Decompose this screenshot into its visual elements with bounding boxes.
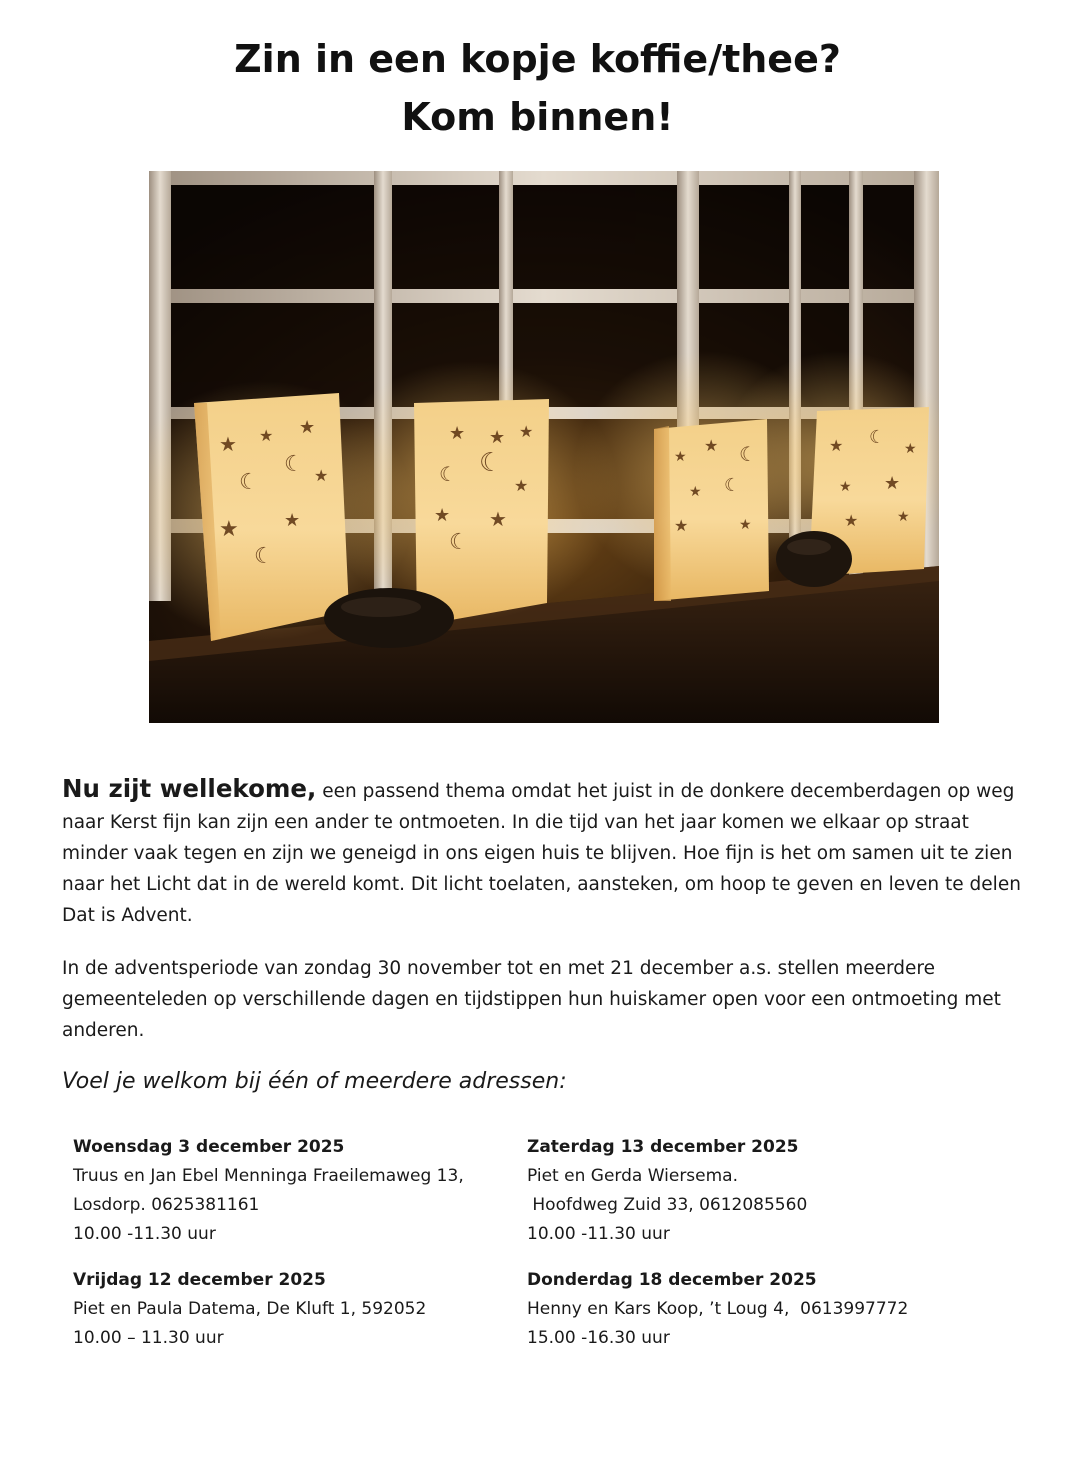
intro-lead: Nu zijt wellekome, bbox=[62, 774, 317, 803]
svg-text:★: ★ bbox=[489, 427, 506, 448]
event-time: 10.00 -11.30 uur bbox=[73, 1224, 216, 1244]
event-date: Zaterdag 13 december 2025 bbox=[527, 1137, 799, 1157]
title-line-2: Kom binnen! bbox=[401, 95, 674, 139]
svg-text:★: ★ bbox=[884, 473, 901, 494]
svg-text:★: ★ bbox=[704, 436, 719, 455]
lantern-photo bbox=[149, 171, 939, 723]
svg-text:★: ★ bbox=[259, 426, 274, 445]
svg-text:☾: ☾ bbox=[869, 427, 886, 448]
event-host: Truus en Jan Ebel Menninga Fraeilemaweg 13, bbox=[73, 1166, 464, 1186]
stone-1 bbox=[324, 588, 454, 648]
svg-text:★: ★ bbox=[739, 517, 752, 533]
svg-text:☾: ☾ bbox=[239, 470, 259, 495]
event-time: 15.00 -16.30 uur bbox=[527, 1328, 670, 1348]
event-host: Henny en Kars Koop, ’t Loug 4, 0613997772 bbox=[527, 1299, 909, 1319]
svg-text:★: ★ bbox=[844, 511, 859, 530]
svg-text:★: ★ bbox=[489, 507, 507, 531]
svg-text:★: ★ bbox=[689, 484, 702, 500]
svg-text:☾: ☾ bbox=[439, 462, 457, 486]
event-card bbox=[527, 1133, 957, 1249]
svg-text:★: ★ bbox=[299, 417, 316, 438]
event-date: Donderdag 18 december 2025 bbox=[527, 1270, 817, 1290]
page-title bbox=[0, 30, 1075, 146]
event-host: Piet en Paula Datema, De Kluft 1, 592052 bbox=[73, 1299, 427, 1319]
svg-text:★: ★ bbox=[829, 436, 844, 455]
svg-text:☾: ☾ bbox=[254, 544, 274, 569]
svg-text:★: ★ bbox=[674, 449, 687, 465]
event-time: 10.00 -11.30 uur bbox=[527, 1224, 670, 1244]
event-time: 10.00 – 11.30 uur bbox=[73, 1328, 224, 1348]
title-line-1: Zin in een kopje koffie/thee? bbox=[234, 37, 841, 81]
event-card bbox=[527, 1266, 957, 1353]
svg-text:★: ★ bbox=[449, 423, 466, 444]
svg-text:☾: ☾ bbox=[449, 530, 469, 555]
event-card bbox=[73, 1266, 503, 1353]
event-date: Woensdag 3 december 2025 bbox=[73, 1137, 345, 1157]
svg-text:★: ★ bbox=[219, 517, 239, 542]
event-host: Piet en Gerda Wiersema. bbox=[527, 1166, 739, 1186]
svg-text:★: ★ bbox=[904, 441, 917, 457]
svg-text:☾: ☾ bbox=[284, 452, 304, 477]
svg-text:☾: ☾ bbox=[739, 442, 757, 466]
event-address: Hoofdweg Zuid 33, 0612085560 bbox=[527, 1195, 808, 1215]
svg-text:★: ★ bbox=[839, 479, 852, 495]
svg-text:★: ★ bbox=[514, 476, 529, 495]
svg-text:★: ★ bbox=[219, 432, 237, 456]
svg-text:★: ★ bbox=[897, 509, 910, 525]
svg-text:★: ★ bbox=[434, 505, 451, 526]
invite-heading: Voel je welkom bij één of meerdere adressen: bbox=[62, 1069, 567, 1094]
event-card bbox=[73, 1133, 503, 1249]
svg-text:☾: ☾ bbox=[724, 475, 741, 496]
event-date: Vrijdag 12 december 2025 bbox=[73, 1270, 326, 1290]
svg-text:★: ★ bbox=[314, 466, 329, 485]
svg-text:☾: ☾ bbox=[479, 448, 503, 478]
event-address: Losdorp. 0625381161 bbox=[73, 1195, 260, 1215]
intro-text: een passend thema omdat het juist in de donkere decemberdagen op weg naar Kerst fijn kan zijn een ander te ontmoeten. In die tijd van het jaar komen we elkaar op straat minder vaak tegen en zijn we geneigd in ons eigen huis te blijven. Hoe fijn is het om samen uit te zien naar het Licht dat in de wereld komt. Dit licht toelaten, aansteken, om hoop te geven en leven te delen Dat is Advent. bbox=[62, 781, 1021, 926]
intro-paragraph bbox=[62, 773, 1024, 931]
svg-text:★: ★ bbox=[284, 510, 301, 531]
svg-text:★: ★ bbox=[519, 422, 534, 441]
svg-text:★: ★ bbox=[674, 516, 689, 535]
period-paragraph: In de adventsperiode van zondag 30 november tot en met 21 december a.s. stellen meerdere gemeenteleden op verschillende dagen en tijdstippen hun huiskamer open voor een ontmoeting met anderen. bbox=[62, 958, 1001, 1041]
